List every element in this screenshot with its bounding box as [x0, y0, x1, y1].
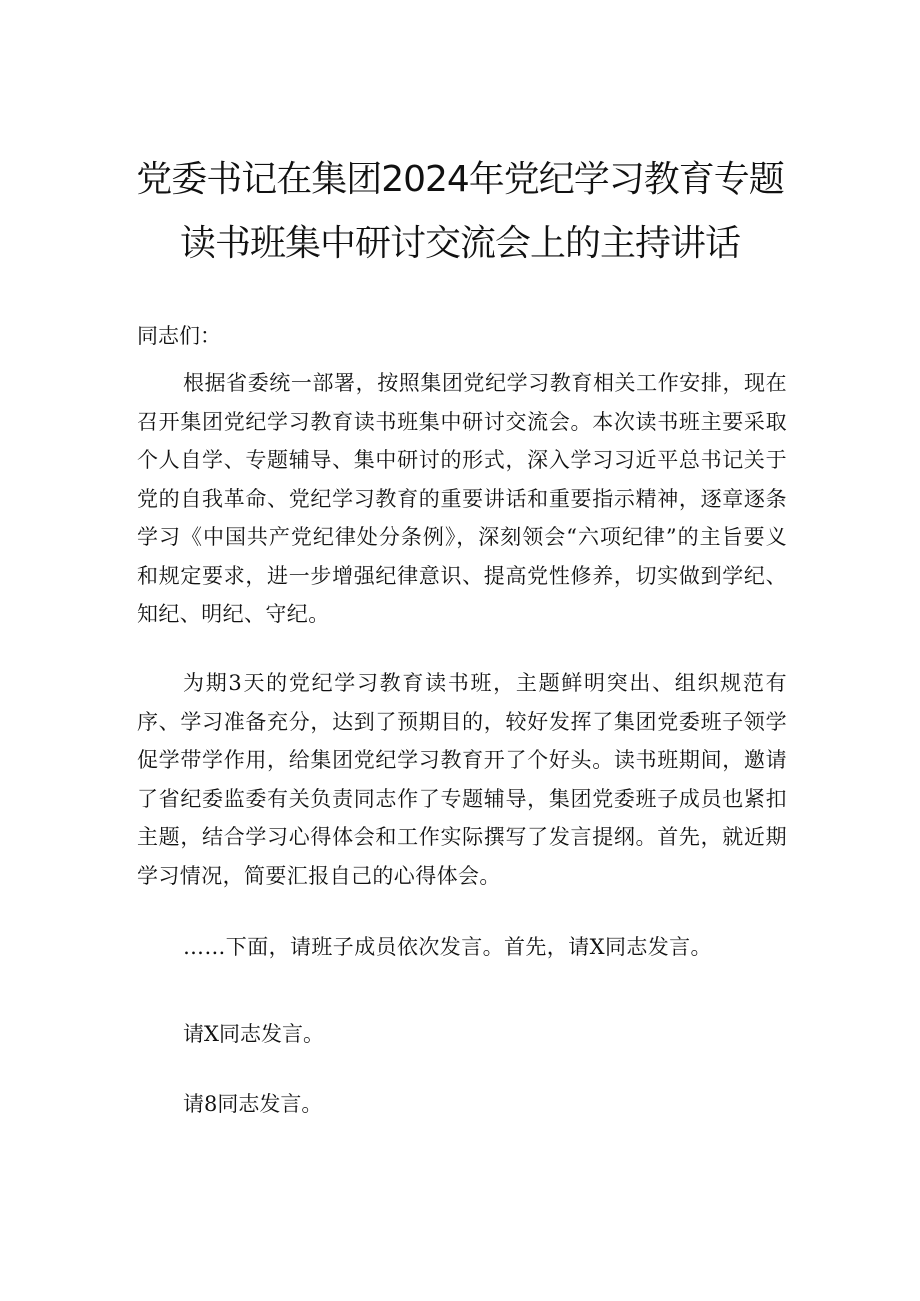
- paragraph-1: 根据省委统一部署，按照集团党纪学习教育相关工作安排，现在召开集团党纪学习教育读书班集中研讨交流会。本次读书班主要采取个人自学、专题辅导、集中研讨的形式，深入学习习近平总书记关于党的自我革命、党纪学习教育的重要讲话和重要指示精神，逐章逐条学习《中国共产党纪律处分条例》，深刻领会“六项纪律”的主旨要义和规定要求，进一步增强纪律意识、提高党性修养，切实做到学纪、知纪、明纪、守纪。: [137, 371, 787, 626]
- speaker-call-1: 请X同志发言。: [183, 1022, 324, 1046]
- paragraph-2: 为期3天的党纪学习教育读书班，主题鲜明突出、组织规范有序、学习准备充分，达到了预期目的，较好发挥了集团党委班子领学促学带学作用，给集团党纪学习教育开了个好头。读书班期间，邀请了省纪委监委有关负责同志作了专题辅导，集团党委班子成员也紧扣主题，结合学习心得体会和工作实际撰写了发言提纲。首先，就近期学习情况，简要汇报自己的心得体会。: [137, 671, 787, 888]
- speaker-call-2: 请8同志发言。: [183, 1092, 323, 1116]
- document-title-line-2: 读书班集中研讨交流会上的主持讲话: [179, 223, 740, 264]
- paragraph-3: ……下面，请班子成员依次发言。首先，请X同志发言。: [183, 935, 712, 959]
- document-title-line-1: 党委书记在集团2024年党纪学习教育专题: [136, 159, 784, 200]
- salutation: 同志们：: [137, 324, 221, 348]
